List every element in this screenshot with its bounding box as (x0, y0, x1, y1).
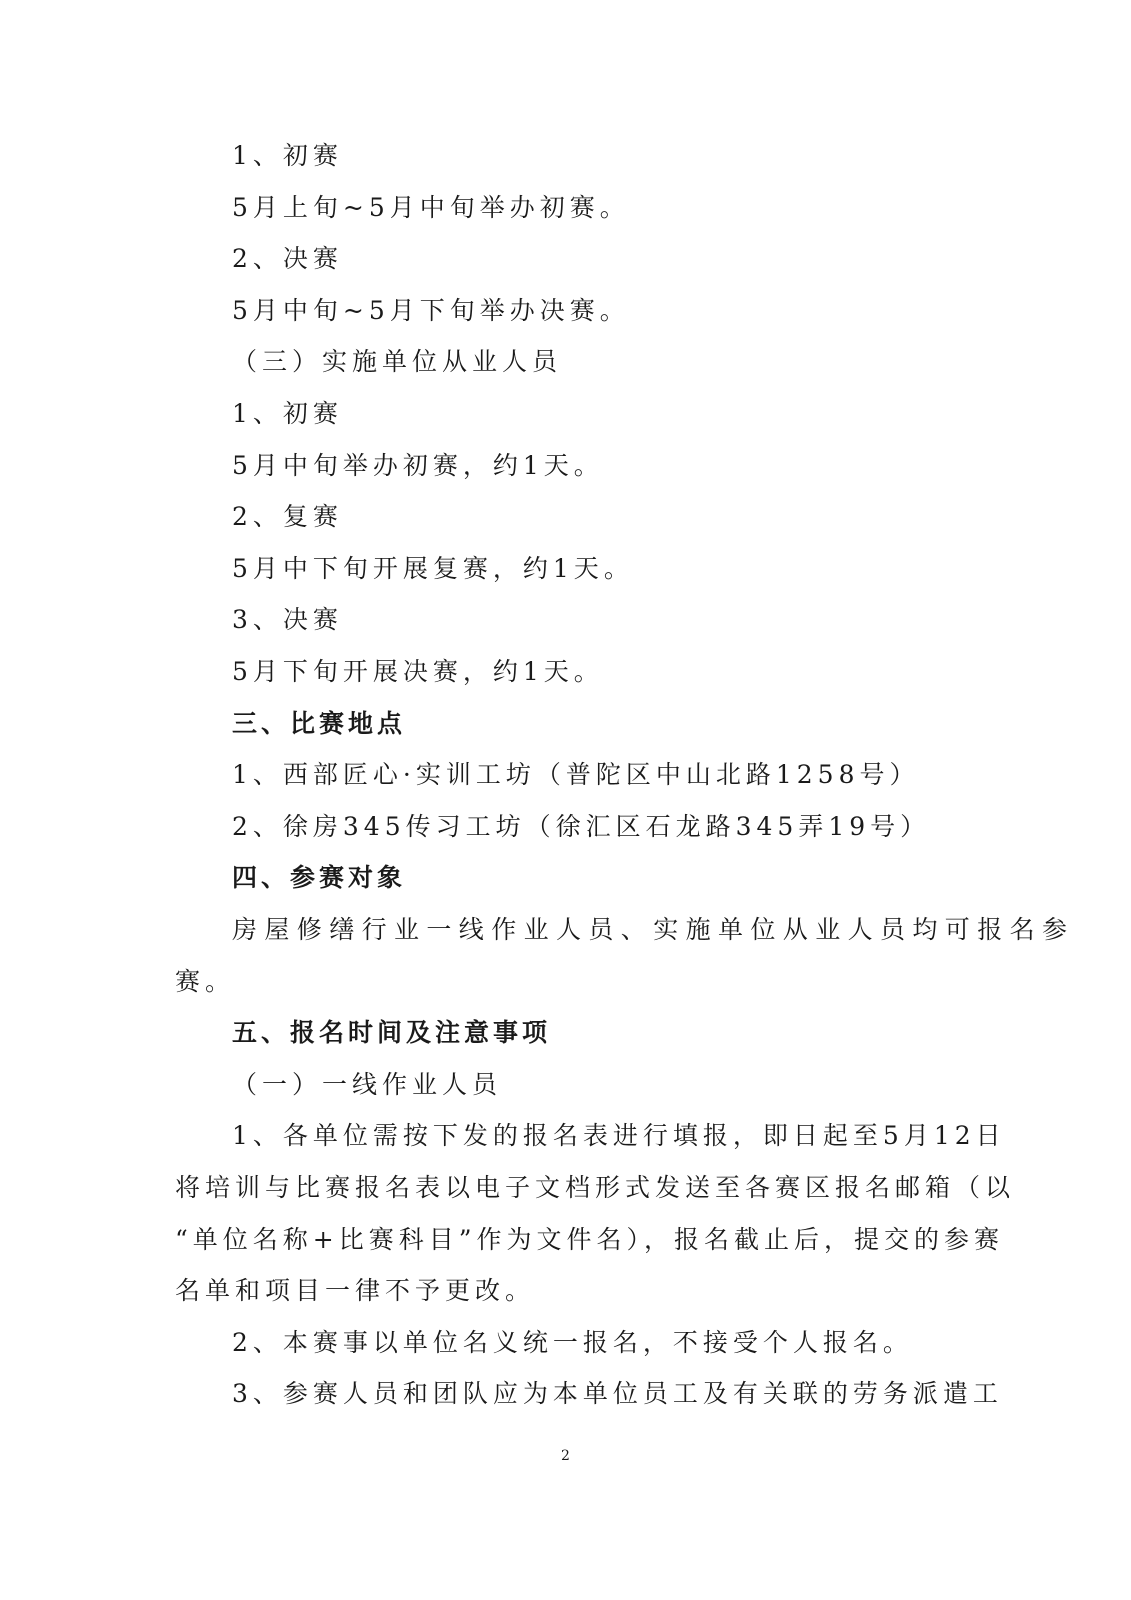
subsection-heading: （三）实施单位从业人员 (232, 347, 563, 376)
subsection-item: 1、初赛 (232, 399, 343, 428)
subsection-item: 1、初赛 (232, 141, 343, 170)
subsection-item: 2、复赛 (232, 502, 343, 531)
paragraph-line: 1、各单位需按下发的报名表进行填报，即日起至5月12日 (232, 1121, 1006, 1150)
subsection-item: 2、决赛 (232, 244, 343, 273)
paragraph-line: “单位名称+比赛科目”作为文件名），报名截止后，提交的参赛 (175, 1225, 1005, 1254)
paragraph-line: 将培训与比赛报名表以电子文档形式发送至各赛区报名邮箱（以 (175, 1173, 1016, 1202)
paragraph-line: 3、参赛人员和团队应为本单位员工及有关联的劳务派遣工 (232, 1379, 1003, 1408)
subsection-item: 3、决赛 (232, 605, 343, 634)
page-number: 2 (561, 1448, 570, 1464)
paragraph-line: 赛。 (175, 967, 236, 996)
paragraph-line: 5月中下旬开展复赛，约1天。 (232, 554, 634, 583)
paragraph-line: 房屋修缮行业一线作业人员、实施单位从业人员均可报名参 (232, 915, 1075, 944)
paragraph-line: 1、西部匠心·实训工坊（普陀区中山北路1258号） (232, 760, 920, 789)
section-heading: 三、比赛地点 (232, 709, 407, 738)
paragraph-line: 2、本赛事以单位名义统一报名，不接受个人报名。 (232, 1328, 913, 1357)
paragraph-line: 5月中旬~5月下旬举办决赛。 (232, 296, 630, 325)
paragraph-line: 2、徐房345传习工坊（徐汇区石龙路345弄19号） (232, 812, 931, 841)
section-heading: 五、报名时间及注意事项 (232, 1018, 552, 1047)
paragraph-line: 名单和项目一律不予更改。 (175, 1276, 536, 1305)
subsection-heading: （一）一线作业人员 (232, 1070, 503, 1099)
paragraph-line: 5月下旬开展决赛，约1天。 (232, 657, 604, 686)
paragraph-line: 5月中旬举办初赛，约1天。 (232, 451, 604, 480)
paragraph-line: 5月上旬~5月中旬举办初赛。 (232, 193, 630, 222)
section-heading: 四、参赛对象 (232, 863, 407, 892)
